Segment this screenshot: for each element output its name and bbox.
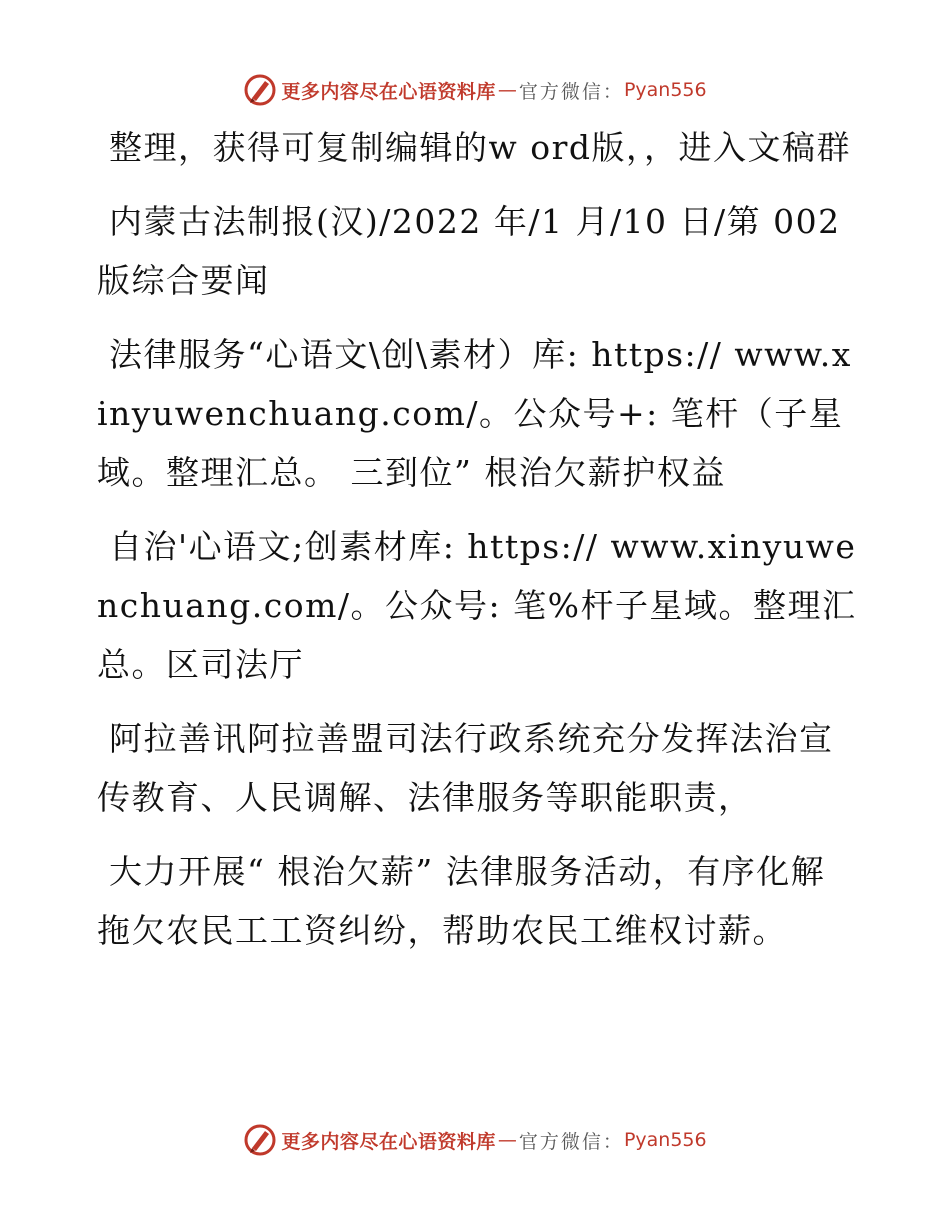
footer-watermark-banner bbox=[0, 1120, 950, 1160]
pen-logo-icon bbox=[243, 1123, 277, 1157]
pen-logo-icon bbox=[243, 73, 277, 107]
paragraph-2: 内蒙古法制报(汉)/2022 年/1 月/10 日/第 002 版综合要闻 bbox=[97, 202, 841, 300]
paragraph-5: 阿拉善讯阿拉善盟司法行政系统充分发挥法治宣传教育、人民调解、法律服务等职能职责， bbox=[97, 719, 834, 817]
paragraph-1: 整理，获得可复制编辑的w ord版，，进入文稿群 bbox=[109, 128, 852, 167]
header-banner-main-text: 更多内容尽在心语资料库 bbox=[281, 80, 496, 103]
header-banner-label: 官方微信： bbox=[518, 80, 624, 103]
paragraph-4: 自治'心语文;创素材库: https:// www.xinyuwenchuang.com/。公众号: 笔%杆子星域。整理汇总。区司法厅 bbox=[97, 527, 857, 684]
paragraph-6: 大力开展“ 根治欠薪” 法律服务活动，有序化解拖欠农民工工资纠纷，帮助农民工维权讨薪。 bbox=[97, 852, 826, 950]
header-banner-separator: — bbox=[497, 79, 517, 101]
document-body bbox=[97, 118, 857, 975]
footer-banner-separator: — bbox=[497, 1129, 517, 1151]
footer-banner-main-text: 更多内容尽在心语资料库 bbox=[281, 1130, 496, 1153]
footer-banner-label: 官方微信： bbox=[518, 1130, 624, 1153]
header-banner-wechat-id: Pyan556 bbox=[623, 79, 707, 101]
footer-banner-wechat-id: Pyan556 bbox=[623, 1129, 707, 1151]
header-watermark-banner bbox=[0, 70, 950, 110]
paragraph-3: 法律服务“心语文\创\素材）库: https:// www.xinyuwenchuang.com/。公众号+: 笔杆（子星域。整理汇总。 三到位” 根治欠薪护权益 bbox=[97, 335, 852, 492]
